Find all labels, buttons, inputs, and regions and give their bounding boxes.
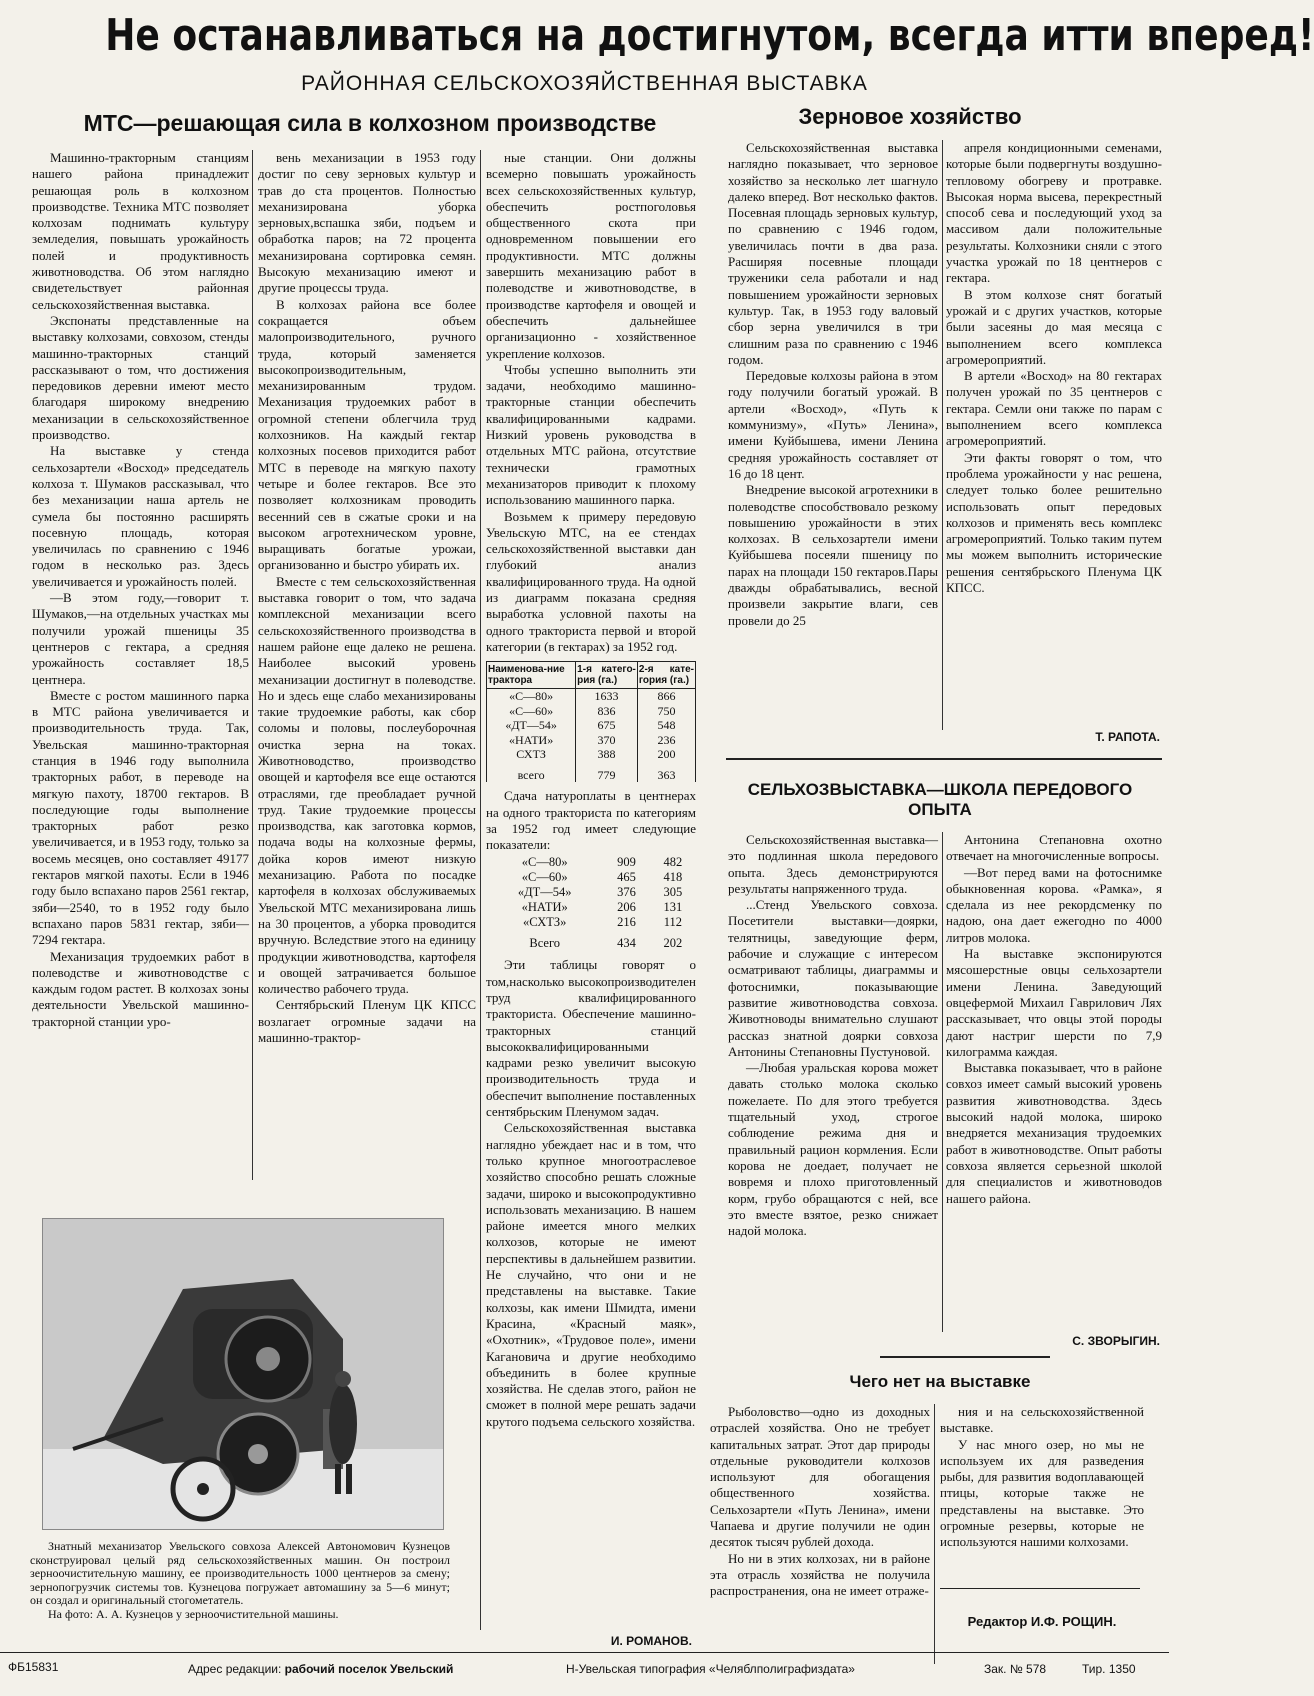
- footer-address: [188, 1662, 453, 1676]
- paragraph: Машинно-тракторным станциям нашего района принадлежит решающая роль в колхозном производстве. Техника МТС позволяет колхозам поднимать культуру земледелия, повышать урожайность полей и продуктивность животноводства. Об этом наглядно свидетельствует районная сельскохозяйственная выставка.: [32, 150, 249, 312]
- table-cell: 200: [637, 747, 695, 762]
- paragraph: —В этом году,—говорит т. Шумаков,—на отдельных участках мы получили урожай пшеницы 35 центнеров с гектара, а средняя урожайность составляет 18,5 центнера.: [32, 590, 249, 687]
- table-row: [487, 689, 696, 704]
- table-cell: 779: [576, 762, 638, 783]
- footer-circulation: Тир. 1350: [1082, 1662, 1136, 1676]
- paragraph: Рыболовство—одно из доходных отраслей хозяйства. Оно не требует капитальных затрат. Этот дар природы отдельные руководители колхозов используют для обогащения общественного хозяйства. Сельхозартели «Путь Ленина», имени Чапаева и другие получили не один десяток тысяч рублей дохода.: [710, 1404, 930, 1550]
- table-row: [486, 885, 696, 900]
- paragraph: Механизация трудоемких работ в полеводстве и животноводстве с каждым годом растет. В колхозах зоны деятельности Увельской машинно-тракторной станции уро-: [32, 948, 249, 1029]
- table-cell: 675: [576, 718, 638, 733]
- table-cell: 376: [617, 885, 636, 900]
- school-column-2: [946, 832, 1162, 1332]
- paragraph: Вместе с ростом машинного парка в МТС района увеличивается и производительность труда. Так, Увельская машинно-тракторная станция в 1946 году выполнила тракторных работ, в переводе на мягкую пахоту, 18700 гектаров. В последующие годы выполнение тракторных работ резко увеличивается, и в 1953 году, только за восемь месяцев, оно составляет 49177 гектаров мягкой пахоты. Если в 1946 году было вспахано паров 2561 гектар, зяби—2540, то в 1952 году было вспахано паров 5831 гектар, зяби—7294 гектара.: [32, 687, 249, 948]
- school-column-1: [728, 832, 938, 1332]
- table-row: [487, 704, 696, 719]
- footer-printer: Н-Увельская типография «Челяблполиграфиздата»: [566, 1662, 855, 1676]
- title-line: ОПЫТА: [908, 800, 972, 819]
- table-cell: 866: [637, 689, 695, 704]
- paragraph: —Любая уральская корова может давать столько молока сколько пожелаете. По для этого требуется тщательный уход, строгое соблюдение режима дня и правильный рацион кормления. Если корова не доедает, получает не вовремя и плохо приготовленный корм, грубо обращаются с ней, все это вместе взятое, резко снижает надой молока.: [728, 1060, 938, 1239]
- paragraph: Внедрение высокой агротехники в полеводстве способствовало резкому повышению урожайности в этих колхозах. В сельхозартели имени Куйбышева посеяли пшеницу по парах на площади 150 гектаров.Пары дважды обрабатывались, весной произвели закрытие влаги, сев провели до 25: [728, 482, 938, 628]
- table-cell: 112: [663, 915, 682, 930]
- paragraph: Сельскохозяйственная выставка наглядно показывает, что зерновое хозяйство за несколько лет шагнуло далеко вперед. Вот несколько фактов. Посевная площадь зерновых культур, по сравнению с 1946 годом, увеличилась почти в два раза. Расширяя посевные площади труженики села работали и над повышением урожайности зерновых культур. Так, в 1953 году валовый сбор зерна увеличился в три слишним раза по сравнению с 1946 годом.: [728, 140, 938, 367]
- table-cell: «ДТ—54»: [517, 885, 572, 900]
- paragraph: В колхозах района все более сокращается объем малопроизводительного, ручного труда, который заменяется высокопроизводительным, механизированным трудом. Механизация трудоемких работ в огромной степени облегчила труд колхозников. На каждый гектар колхозных посевов приходится работ МТС в переводе на мягкую пахоту четыре и более гектаров. Все это позволяет колхозникам проводить весенний сев в сжатые сроки и на высоком агротехническом уровне, выращивать богатые урожаи, организованно и быстро убирать их.: [258, 296, 476, 573]
- paragraph: У нас много озер, но мы не используем их для разведения рыбы, для развития водоплавающей птицы, которые также не представлены на выставке. Это огромные резервы, которые не используются нашими колхозами.: [940, 1436, 1144, 1550]
- photo-caption: [30, 1540, 450, 1621]
- headline: Не останавливаться на достигнутом, всегда итти вперед!: [105, 10, 1314, 61]
- paragraph: В артели «Восход» на 80 гектарах получен урожай по 35 центнеров с гектара. Семли они также по парам с выполнением всего комплекса агромероприятий.: [946, 368, 1162, 449]
- table-total-row: [486, 930, 696, 951]
- editor-line: Редактор И.Ф. РОЩИН.: [967, 1614, 1117, 1629]
- table-header: 2-я кате-гория (га.): [637, 662, 695, 689]
- paragraph: Выставка показывает, что в районе совхоз имеет самый высокий уровень развития животноводства. Здесь высокий надой молока, широко внедряется механизация трудоемких работ в животноводстве. Опыт работы совхоза является серьезной школой для специалистов и животноводов нашего района.: [946, 1060, 1162, 1206]
- paragraph: ния и на сельскохозяйственной выставке.: [940, 1404, 1144, 1436]
- table-header: Наименова-ние трактора: [487, 662, 576, 689]
- table-cell: 206: [617, 900, 636, 915]
- mts-signature: И. РОМАНОВ.: [610, 1634, 692, 1648]
- table-row: [486, 915, 696, 930]
- paragraph: вень механизации в 1953 году достиг по севу зерновых культур и трав до ста процентов. Полностью механизирована уборка зерновых,вспашка зяби, подъем и обработка паров; на 72 процента механизирована сортировка семян. Высокую механизацию имеют и другие процессы труда.: [258, 150, 476, 296]
- table-cell: «НАТИ»: [521, 900, 568, 915]
- paragraph: Эти факты говорят о том, что проблема урожайности у нас решена, следует только более решительно использовать опыт передовых колхозов и применять весь комплекс агромероприятий. Только таким путем мы можем выполнить исторические решения сентябрьского Пленума ЦК КПСС.: [946, 449, 1162, 596]
- mts-column-2: [258, 150, 476, 1190]
- table-cell: «С—80»: [521, 855, 568, 870]
- missing-article-title: Чего нет на выставке: [849, 1372, 1031, 1391]
- caption-note: На фото: А. А. Кузнецов у зерноочистительной машины.: [48, 1606, 339, 1621]
- table-cell: «С—80»: [487, 689, 576, 704]
- paragraph: апреля кондиционными семенами, которые были подвергнуты воздушно-тепловому обогреву и протравке. Высокая норма высева, перекрестный способ сева и последующий уход за массивом дали положительные результаты. Колхозники сняли с этого участка урожай по 18 центнеров с гектара.: [946, 140, 1162, 286]
- mts-column-3: [486, 150, 696, 1630]
- paragraph: Антонина Степановна охотно отвечает на многочисленные вопросы.: [946, 832, 1162, 864]
- column-rule: [934, 1404, 935, 1664]
- table-cell: 418: [663, 870, 683, 885]
- table-row: [487, 718, 696, 733]
- table-cell: 909: [617, 855, 636, 870]
- caption-text: Знатный механизатор Увельского совхоза Алексей Автономович Кузнецов сконструировал целый ряд сельскохозяйственных машин. Он построил зерноочистительную машину, ее производительность 1000 центнеров за смену; зернопогрузчик системы тов. Кузнецова погружает автомашину за 5—6 минут; он создал и оригинальный стогометатель.: [30, 1539, 450, 1607]
- mts-column-1: [32, 150, 249, 1190]
- grain-column-2: [946, 140, 1162, 730]
- table-cell: 388: [576, 747, 638, 762]
- table-cell: 236: [637, 733, 695, 748]
- section-divider: [880, 1356, 1050, 1358]
- paragraph: Вместе с тем сельскохозяйственная выставка говорит о том, что задача комплексной механизации всего сельскохозяйственного производства в нашем районе еще далеко не решена. Наиболее высокий уровень механизации достигнут в полеводстве. Но и здесь еще слабо механизированы такие трудоемкие работы, как сбор соломы и половы, послеуборочная очистка зерна на токах. Животноводство, производство овощей и картофеля все еще остаются отраслями, где преобладает ручной труд. Такие трудоемкие процессы производства, как заготовка кормов, подача воды на колхозные фермы, дойка коров имеют низкую механизацию. Работа по посадке картофеля в колхозах обслуживаемых Увельской МТС механизирована лишь на 30 процентов, а уборка проводится вручную. Вследствие этого на единицу продукции животноводства, картофеля и овощей затрачивается большое количество рабочего труда.: [258, 573, 476, 997]
- table-cell: всего: [487, 762, 576, 783]
- table-cell: «СХТЗ»: [522, 915, 567, 930]
- table-cell: 548: [637, 718, 695, 733]
- section-divider: [726, 758, 1162, 760]
- table-cell: «С—60»: [521, 870, 568, 885]
- subheadline: РАЙОННАЯ СЕЛЬСКОХОЗЯЙСТВЕННАЯ ВЫСТАВКА: [301, 72, 868, 95]
- column-rule: [942, 832, 943, 1332]
- school-article-title: [720, 780, 1160, 820]
- table-row: [487, 747, 696, 762]
- table-cell: 216: [617, 915, 636, 930]
- paragraph: Но ни в этих колхозах, ни в районе эта отрасль хозяйства не получила распространения, она не имеет отраже-: [710, 1550, 930, 1599]
- photo-grain-cleaner: [42, 1218, 444, 1530]
- table-header: 1-я катего-рия (га.): [576, 662, 638, 689]
- table-cell: 465: [617, 870, 636, 885]
- paragraph: Сдача натуроплаты в центнерах на одного тракториста по категориям за 1952 год имеет следующие показатели:: [486, 788, 696, 853]
- school-signature: С. ЗВОРЫГИН.: [1072, 1334, 1160, 1348]
- footer-address-label: Адрес редакции:: [188, 1662, 282, 1676]
- paragraph: На выставке экспонируются мясошерстные овцы сельхозартели имени Ленина. Заведующий овцефермой Михаил Гаврилович Лях рассказывает, что овцы этой породы дают настриг шерсти по 7,9 килограмма каждая.: [946, 946, 1162, 1059]
- missing-column-1: [710, 1404, 930, 1664]
- column-rule: [942, 140, 943, 730]
- table-total-row: [487, 762, 696, 783]
- table-cell: 750: [637, 704, 695, 719]
- paragraph: Возьмем к примеру передовую Увельскую МТС, на ее стендах сельскохозяйственной выставки дан глубокий анализ квалифицированного труда. На одной из диаграмм показана средняя выработка условной пахоты на одного тракториста первой и второй категории (в гектарах) за 1952 год.: [486, 508, 696, 654]
- table-cell: 434: [617, 936, 636, 951]
- table-cell: 482: [663, 855, 683, 870]
- missing-column-2: [940, 1404, 1144, 1574]
- table-row: [487, 733, 696, 748]
- paragraph: Сельскохозяйственная выставка—это подлинная школа передового опыта. Здесь демонстрируются результаты напряженного труда.: [728, 832, 938, 896]
- section-divider: [940, 1588, 1140, 1589]
- table-cell: 370: [576, 733, 638, 748]
- paragraph: ...Стенд Увельского совхоза. Посетители выставки—доярки, телятницы, заведующие ферм, рабочие и служащие с интересом осматривают таблицы, диаграммы и фотоснимки, показывающие развитие животноводства совхоза. Животноводы внимательно слушают рассказ знатной доярки совхоза Антонины Степановны Пустуновой.: [728, 897, 938, 1059]
- footer-order: Зак. № 578: [984, 1662, 1047, 1676]
- grain-cleaner-machine-image: [43, 1219, 443, 1529]
- table-cell: 363: [637, 762, 695, 783]
- paragraph: Экспонаты представленные на выставку колхозами, совхозом, стенды машинно-тракторных станций рассказывают о том, что достижения передовиков деревни имеют место благодаря широкому внедрению механизации в сельскохозяйственное производство.: [32, 312, 249, 443]
- tractor-output-table: [486, 661, 696, 782]
- footer-code: ФБ15831: [8, 1660, 59, 1674]
- mts-article-title: МТС—решающая сила в колхозном производстве: [83, 110, 657, 136]
- table-cell: 305: [663, 885, 683, 900]
- footer-rule: [0, 1652, 1169, 1653]
- grain-article-title: Зерновое хозяйство: [798, 104, 1022, 129]
- table-cell: 836: [576, 704, 638, 719]
- table-cell: 202: [663, 936, 683, 951]
- grain-signature: Т. РАПОТА.: [1095, 730, 1160, 744]
- table-cell: СХТЗ: [487, 747, 576, 762]
- paragraph: Чтобы успешно выполнить эти задачи, необходимо машинно-тракторные станции обеспечить квалифицированными кадрами. Низкий уровень руководства в отдельных МТС района, отсутствие технически грамотных механизаторов приводит к плохому использованию машинного парка.: [486, 361, 696, 508]
- table-row: [486, 900, 696, 915]
- table-row: [486, 855, 696, 870]
- paragraph: —Вот перед вами на фотоснимке обыкновенная корова. «Рамка», я сделала из нее рекордсменку по надою, она дает ежегодно по 4000 литров молока.: [946, 864, 1162, 945]
- title-line: СЕЛЬХОЗВЫСТАВКА—ШКОЛА ПЕРЕДОВОГО: [747, 780, 1133, 799]
- table-cell: «ДТ—54»: [487, 718, 576, 733]
- column-rule: [480, 150, 481, 1630]
- paragraph: Эти таблицы говорят о том,насколько высокопроизводителен труд квалифицированного тракториста. Обеспечение машинно-тракторных станций высококвалифицированными кадрами резко увеличит высокую производительность труда и обеспечит выполнение поставленных сентябрьским Пленумом задач.: [486, 957, 696, 1120]
- table-cell: 131: [663, 900, 683, 915]
- table-cell: Всего: [529, 936, 561, 951]
- paragraph: На выставке у стенда сельхозартели «Восход» председатель колхоза т. Шумаков рассказывал, что без механизации наша артель не сумела бы постоянно расширять посевную площадь, которая увеличилась по сравнению с 1946 годом в несколько раз. Здесь увеличивается и урожайность полей.: [32, 443, 249, 589]
- paragraph: ные станции. Они должны всемерно повышать урожайность всех сельскохозяйственных культур, обеспечить ростпоголовья общественного скота при одновременном повышении его продуктивности. МТС должны завершить механизацию работ в полеводстве и животноводстве, в производстве картофеля и овощей и обеспечить дальнейшее организационно - хозяйственное укрепление колхозов.: [486, 150, 696, 361]
- table-cell: «С—60»: [487, 704, 576, 719]
- paragraph: Передовые колхозы района в этом году получили богатый урожай. В артели «Восход», «Путь к коммунизму», «Путь» Ленина», имени Куйбышева, имени Ленина средняя урожайность составляет от 16 до 18 цент.: [728, 368, 938, 481]
- column-rule: [252, 150, 253, 1180]
- paragraph: Сентябрьский Пленум ЦК КПСС возлагает огромные задачи на машинно-трактор-: [258, 997, 476, 1046]
- paragraph: Сельскохозяйственная выставка наглядно убеждает нас и в том, что только крупное многоотраслевое хозяйство способно решать сложные задачи, широко и высокопродуктивно использовать механизацию. В нашем районе имеется много мелких колхозов, которые не имеют перспективы в дальнейшем развитии. Не случайно, что они и не представлены на выставке. Такие колхозы, как имени Шмидта, имени Красина, «Красный маяк», «Охотник», «Трудовое поле», имени Кагановича и другие необходимо объединить в более крупные хозяйства. Не сделав этого, район не сможет в полной мере решать задачи крутого подъема сельского хозяйства.: [486, 1120, 696, 1429]
- table-cell: 1633: [576, 689, 638, 704]
- table-cell: «НАТИ»: [487, 733, 576, 748]
- payment-table: [486, 855, 696, 951]
- table-row: [486, 870, 696, 885]
- paragraph: В этом колхозе снят богатый урожай и с других участков, которые были засеяны до мая месяца с выполнением всего комплекса агромероприятий.: [946, 286, 1162, 367]
- grain-column-1: [728, 140, 938, 730]
- footer-address-value: рабочий поселок Увельский: [284, 1662, 454, 1676]
- table-header-row: [487, 662, 696, 689]
